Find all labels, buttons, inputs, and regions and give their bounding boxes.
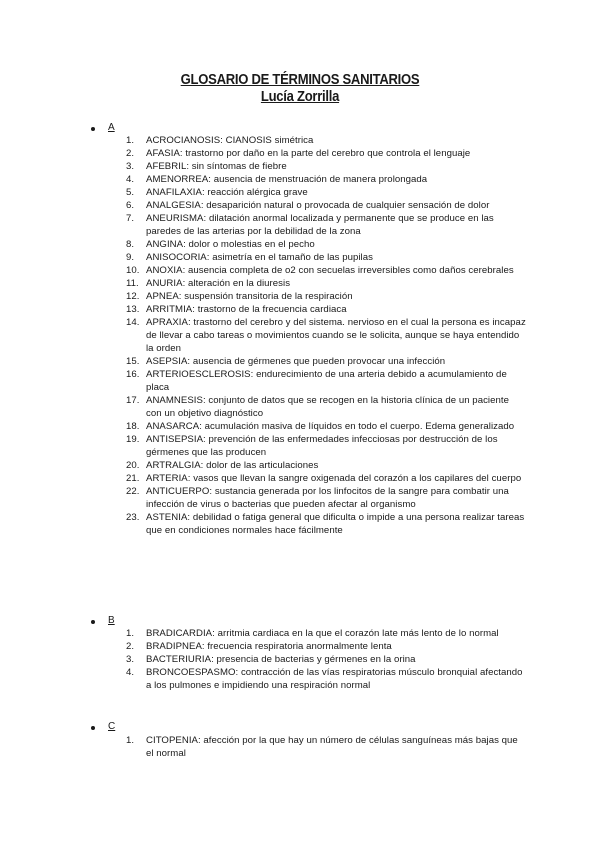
glossary-entry	[126, 264, 526, 277]
entry-definition: vasos que llevan la sangre oxigenada del corazón a los capilares del cuerpo	[193, 473, 522, 484]
entry-number: 21.	[126, 473, 140, 484]
entry-term: ASTENIA	[146, 512, 188, 523]
glossary-entry	[126, 134, 526, 147]
glossary-entry	[126, 640, 526, 653]
entry-separator: :	[187, 356, 193, 367]
entry-number: 2.	[126, 148, 135, 159]
entry-term: ANALGESIA	[146, 200, 201, 211]
entry-term: ANASARCA	[146, 421, 200, 432]
glossary-entry	[126, 666, 526, 692]
entry-definition: presencia de bacterias y gérmenes en la orina	[216, 654, 416, 665]
entry-separator: :	[209, 486, 215, 497]
entry-separator: :	[202, 395, 209, 406]
entry-term: AMENORREA	[146, 174, 209, 185]
entry-number: 19.	[126, 434, 140, 445]
entry-term: CITOPENIA	[146, 735, 198, 746]
entry-number: 3.	[126, 654, 135, 665]
entry-term: ANGINA	[146, 239, 184, 250]
entry-definition: asimetría en el tamaño de las pupilas	[212, 252, 373, 263]
entry-term: ANEURISMA	[146, 213, 204, 224]
term-list-b	[126, 627, 526, 692]
entry-definition: endurecimiento de una arteria debido a acumulamiento de placa	[146, 369, 507, 393]
section-letter: B	[108, 615, 115, 626]
entry-separator: :	[250, 369, 257, 380]
entry-term: BRONCOESPASMO	[146, 667, 236, 678]
entry-term: ARTERIA	[146, 473, 188, 484]
entry-term: APRAXIA	[146, 317, 188, 328]
glossary-entry	[126, 653, 526, 666]
entry-definition: acumulación masiva de líquidos en todo el cuerpo. Edema generalizado	[204, 421, 515, 432]
entry-separator: :	[182, 265, 188, 276]
entry-number: 1.	[126, 628, 135, 639]
entry-definition: ausencia completa de o2 con secuelas irreversibles como daños cerebrales	[188, 265, 514, 276]
entry-separator: :	[186, 161, 192, 172]
entry-term: ANISOCORIA	[146, 252, 207, 263]
glossary-entry	[126, 511, 526, 537]
bullet-icon	[91, 127, 95, 131]
glossary-entry	[126, 160, 526, 173]
entry-term: ARRITMIA	[146, 304, 193, 315]
entry-definition: debilidad o fatiga general que dificulta o impide a una persona realizar tareas que en condiciones normales hace fácilmente	[146, 512, 525, 536]
entry-separator: :	[197, 735, 204, 746]
glossary-entry	[126, 394, 526, 420]
term-list-c	[126, 734, 526, 760]
entry-definition: ausencia de gérmenes que pueden provocar una infección	[192, 356, 446, 367]
entry-number: 20.	[126, 460, 140, 471]
entry-number: 15.	[126, 356, 140, 367]
glossary-entry	[126, 472, 526, 485]
glossary-entry	[126, 368, 526, 394]
entry-number: 23.	[126, 512, 140, 523]
glossary-entry	[126, 290, 526, 303]
glossary-entry	[126, 147, 526, 160]
entry-term: ACROCIANOSIS	[146, 135, 221, 146]
entry-definition: trastorno por daño en la parte del cerebro que controla el lenguaje	[185, 148, 471, 159]
section-letter: C	[108, 721, 116, 732]
entry-number: 8.	[126, 239, 135, 250]
entry-number: 5.	[126, 187, 135, 198]
entry-number: 7.	[126, 213, 135, 224]
entry-term: BACTERIURIA	[146, 654, 212, 665]
entry-definition: sustancia generada por los linfocitos de la sangre para combatir una infección de virus o bacterias que pueden afectar al organismo	[146, 486, 509, 510]
entry-term: ARTERIOESCLEROSIS	[146, 369, 251, 380]
glossary-entry	[126, 186, 526, 199]
glossary-entry	[126, 433, 526, 459]
entry-term: ANTICUERPO	[146, 486, 210, 497]
entry-number: 22.	[126, 486, 140, 497]
entry-number: 9.	[126, 252, 135, 263]
entry-number: 12.	[126, 291, 140, 302]
entry-definition: afección por la que hay un número de células sanguíneas más bajas que el normal	[146, 735, 518, 759]
entry-separator: :	[187, 317, 194, 328]
entry-term: ARTRALGIA	[146, 460, 201, 471]
entry-number: 1.	[126, 135, 135, 146]
entry-definition: arritmia cardiaca en la que el corazón late más lento de lo normal	[217, 628, 499, 639]
glossary-entry	[126, 199, 526, 212]
entry-definition: trastorno de la frecuencia cardiaca	[197, 304, 347, 315]
glossary-entry	[126, 173, 526, 186]
glossary-entry	[126, 251, 526, 264]
entry-term: BRADICARDIA	[146, 628, 213, 639]
entry-separator: :	[208, 174, 214, 185]
entry-separator: :	[201, 641, 208, 652]
entry-separator: :	[200, 460, 207, 471]
entry-definition: alteración en la diuresis	[188, 278, 291, 289]
entry-definition: prevención de las enfermedades infecciosas por destrucción de los gérmenes que las producen	[146, 434, 498, 458]
entry-term: ANOXIA	[146, 265, 183, 276]
entry-separator: :	[182, 278, 188, 289]
glossary-entry	[126, 316, 526, 355]
entry-number: 11.	[126, 278, 139, 289]
entry-separator: :	[220, 135, 226, 146]
glossary-entry	[126, 303, 526, 316]
entry-separator: :	[187, 512, 193, 523]
glossary-entry	[126, 734, 526, 760]
glossary-entry	[126, 420, 526, 433]
entry-term: APNEA	[146, 291, 179, 302]
entry-number: 6.	[126, 200, 135, 211]
entry-number: 10.	[126, 265, 140, 276]
section-letter: A	[108, 122, 115, 133]
entry-separator: :	[206, 252, 213, 263]
entry-term: ANAFILAXIA	[146, 187, 202, 198]
document-author: Lucía Zorrilla	[260, 89, 340, 105]
entry-separator: :	[212, 628, 218, 639]
bullet-icon	[91, 726, 95, 730]
entry-separator: :	[211, 654, 217, 665]
entry-definition: dolor o molestias en el pecho	[188, 239, 315, 250]
entry-separator: :	[235, 667, 241, 678]
entry-number: 14.	[126, 317, 140, 328]
entry-number: 17.	[126, 395, 140, 406]
entry-separator: :	[187, 473, 194, 484]
document-title: GLOSARIO DE TÉRMINOS SANITARIOS	[180, 72, 420, 88]
entry-number: 18.	[126, 421, 140, 432]
entry-separator: :	[201, 187, 208, 198]
entry-term: BRADIPNEA	[146, 641, 202, 652]
entry-term: AFEBRIL	[146, 161, 187, 172]
entry-definition: suspensión transitoria de la respiración	[184, 291, 353, 302]
entry-number: 16.	[126, 369, 140, 380]
entry-separator: :	[200, 200, 207, 211]
term-list-a	[126, 134, 526, 537]
entry-separator: :	[192, 304, 198, 315]
glossary-entry	[126, 238, 526, 251]
entry-definition: CIANOSIS simétrica	[225, 135, 314, 146]
entry-number: 4.	[126, 667, 135, 678]
entry-term: AFASIA	[146, 148, 180, 159]
entry-number: 4.	[126, 174, 135, 185]
entry-number: 3.	[126, 161, 135, 172]
entry-term: ANAMNESIS	[146, 395, 203, 406]
entry-definition: sin síntomas de fiebre	[191, 161, 287, 172]
entry-separator: :	[178, 291, 185, 302]
glossary-entry	[126, 212, 526, 238]
entry-term: ANTISEPSIA	[146, 434, 204, 445]
entry-term: ANURIA	[146, 278, 183, 289]
entry-definition: contracción de las vías respiratorias músculo bronquial afectando a los pulmones e impidiendo una respiración normal	[146, 667, 523, 691]
entry-definition: conjunto de datos que se recogen en la historia clínica de un paciente con un objetivo diagnóstico	[146, 395, 509, 419]
glossary-entry	[126, 627, 526, 640]
bullet-icon	[91, 620, 95, 624]
entry-separator: :	[183, 239, 189, 250]
entry-number: 2.	[126, 641, 135, 652]
glossary-entry	[126, 485, 526, 511]
entry-separator: :	[179, 148, 186, 159]
entry-definition: ausencia de menstruación de manera prolongada	[213, 174, 428, 185]
entry-definition: reacción alérgica grave	[207, 187, 308, 198]
entry-definition: dilatación anormal localizada y permanente que se produce en las paredes de las arterias por la debilidad de la zona	[146, 213, 494, 237]
entry-separator: :	[203, 213, 209, 224]
entry-definition: frecuencia respiratoria anormalmente lenta	[207, 641, 392, 652]
entry-number: 1.	[126, 735, 135, 746]
entry-definition: dolor de las articulaciones	[206, 460, 319, 471]
entry-definition: trastorno del cerebro y del sistema. nervioso en el cual la persona es incapaz de llevar a cabo tareas o movimientos cuando se le solicita, aunque se haya entendido la orden	[146, 317, 526, 354]
entry-term: ASEPSIA	[146, 356, 188, 367]
entry-separator: :	[199, 421, 205, 432]
entry-definition: desaparición natural o provocada de cualquier sensación de dolor	[206, 200, 490, 211]
entry-separator: :	[203, 434, 209, 445]
entry-number: 13.	[126, 304, 140, 315]
glossary-entry	[126, 277, 526, 290]
glossary-entry	[126, 459, 526, 472]
glossary-entry	[126, 355, 526, 368]
